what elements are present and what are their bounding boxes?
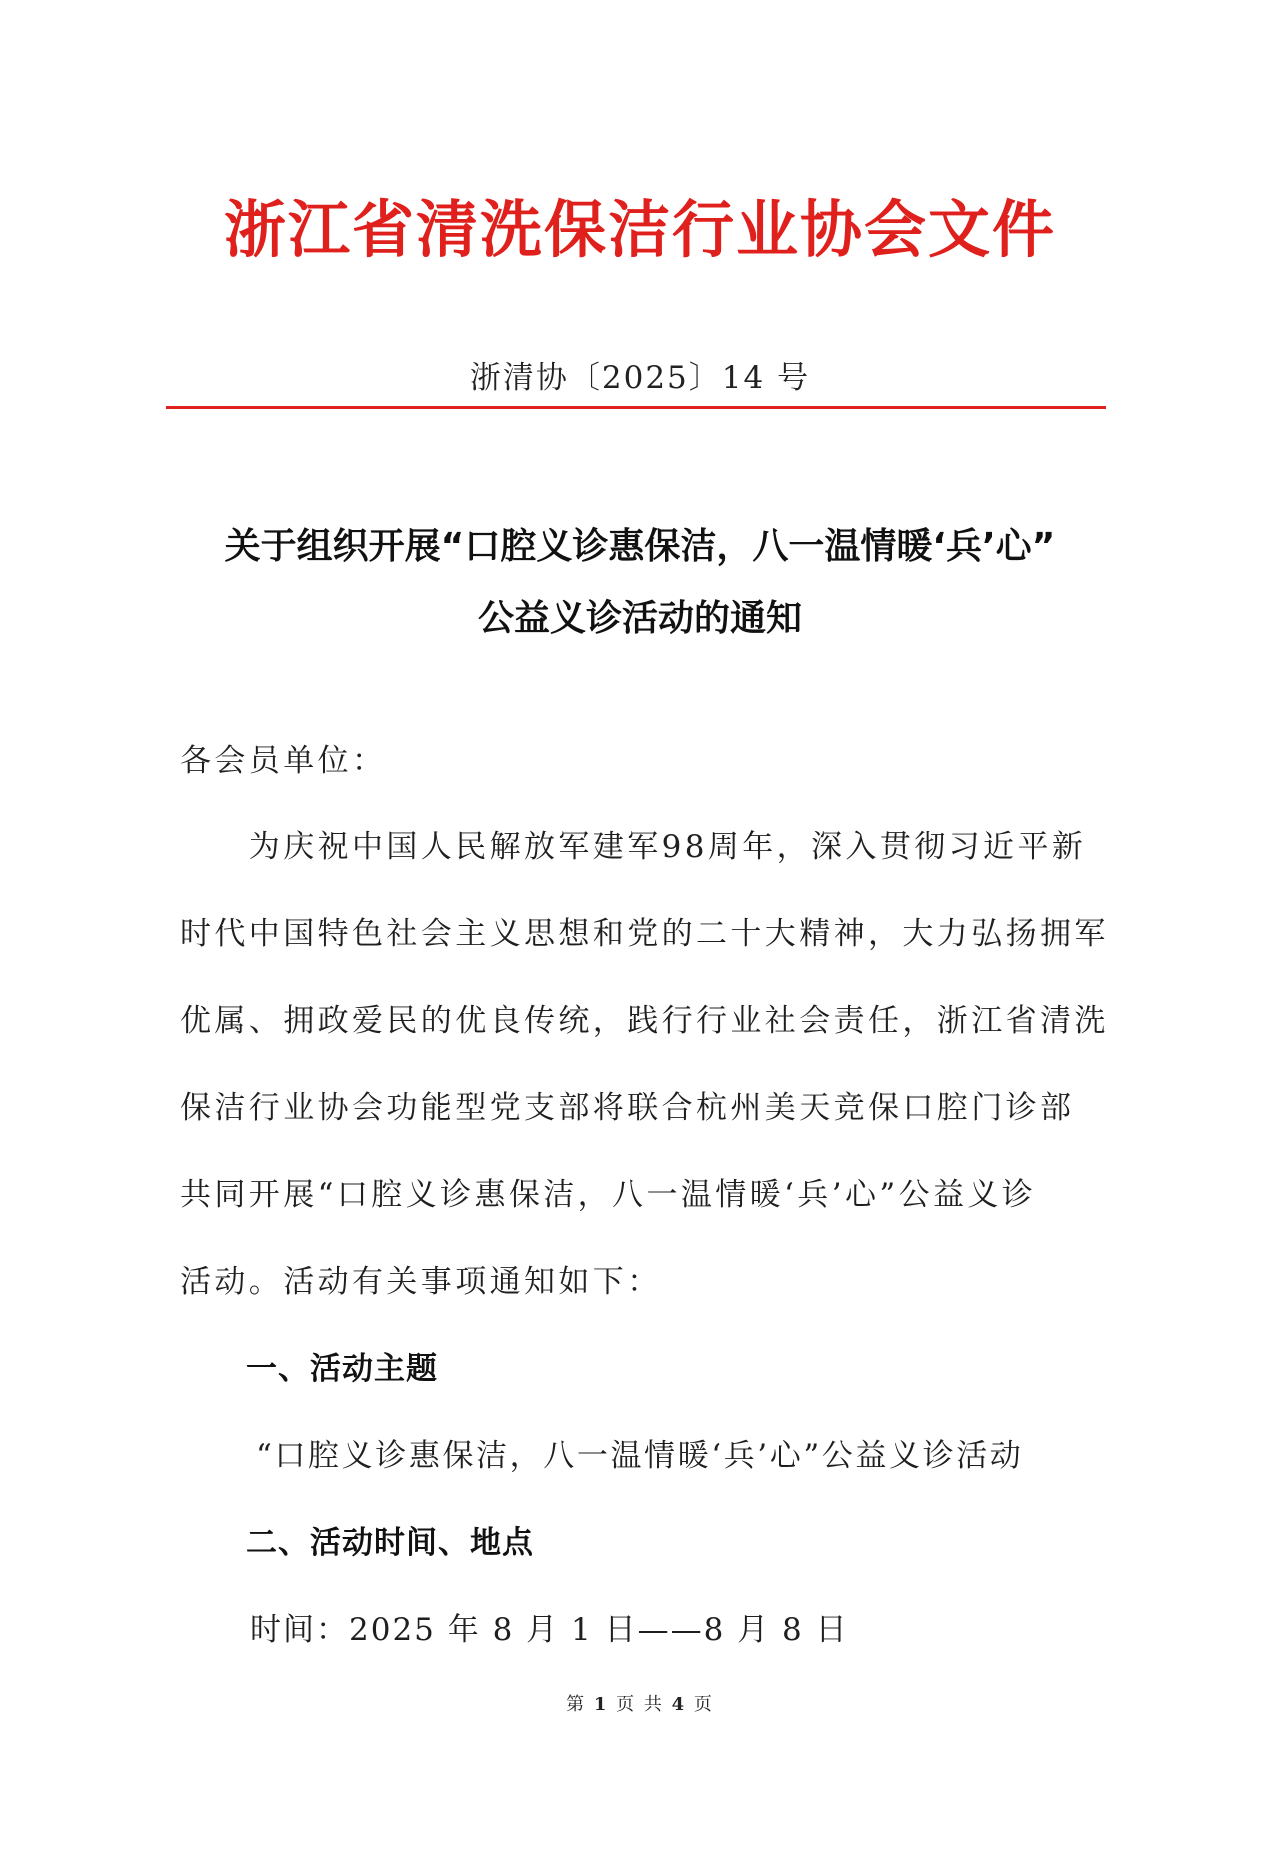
paragraph-line: 活动。活动有关事项通知如下： (180, 1264, 662, 1300)
notice-title-line-2: 公益义诊活动的通知 (477, 598, 802, 639)
activity-time-line: 时间：2025 年 8 月 1 日——8 月 8 日 (250, 1612, 849, 1648)
salutation: 各会员单位： (180, 743, 387, 779)
section-theme-text: “口腔义诊惠保洁，八一温情暖‘兵’心”公益义诊活动 (256, 1438, 1024, 1474)
page-footer (0, 1690, 1280, 1716)
footer-current-page: 1 (593, 1694, 609, 1715)
paragraph-line: 保洁行业协会功能型党支部将联合杭州美天竞保口腔门诊部 (180, 1090, 1075, 1126)
paragraph-line: 共同开展“口腔义诊惠保洁，八一温情暖‘兵’心”公益义诊 (180, 1177, 1037, 1213)
footer-total-pages: 4 (671, 1694, 687, 1715)
section-heading-theme: 一、活动主题 (246, 1351, 438, 1387)
paragraph-line: 时代中国特色社会主义思想和党的二十大精神，大力弘扬拥军 (180, 916, 1109, 952)
section-heading-time-place: 二、活动时间、地点 (246, 1525, 534, 1561)
footer-middle: 页 共 (616, 1694, 664, 1715)
paragraph-line: 优属、拥政爱民的优良传统，践行行业社会责任，浙江省清洗 (180, 1003, 1109, 1039)
paragraph-line: 为庆祝中国人民解放军建军98周年，深入贯彻习近平新 (180, 829, 1087, 865)
footer-prefix: 第 (566, 1694, 587, 1715)
footer-suffix: 页 (693, 1694, 714, 1715)
org-header-title: 浙江省清洗保洁行业协会文件 (223, 193, 1056, 266)
red-divider-rule (166, 406, 1106, 409)
document-number: 浙清协〔2025〕14 号 (469, 360, 811, 396)
notice-title-line-1: 关于组织开展“口腔义诊惠保洁，八一温情暖‘兵’心” (224, 526, 1056, 567)
